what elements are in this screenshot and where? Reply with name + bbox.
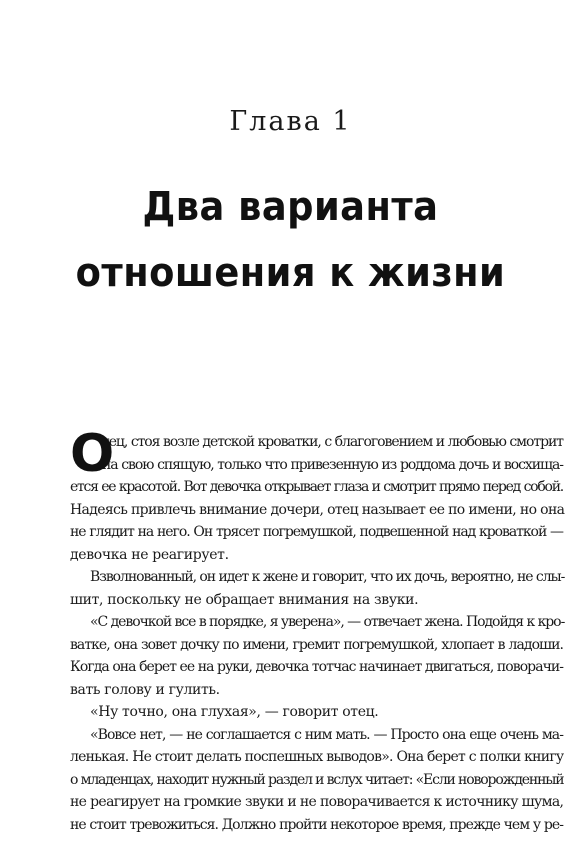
drop-cap: О xyxy=(70,424,115,484)
text-line: не глядит на него. Он трясет погремушкой, подвешенной над кроваткой — xyxy=(70,524,563,540)
text-line: шит, поскольку не обращает внимания на звуки. xyxy=(70,591,419,608)
text-line: ется ее красотой. Вот девочка открывает глаза и смотрит прямо перед собой. xyxy=(70,479,563,495)
text-line: Взволнованный, он идет к жене и говорит, что их дочь, вероятно, не слы- xyxy=(90,569,565,585)
text-line: девочка не реагирует. xyxy=(70,546,229,563)
chapter-number: Глава 1 xyxy=(229,106,352,137)
text-line: ватке, она зовет дочку по имени, гремит погремушкой, хлопает в ладоши. xyxy=(70,636,563,653)
text-line: не реагирует на громкие звуки и не поворачивается к источнику шума, xyxy=(70,794,564,810)
text-line: тец, стоя возле детской кроватки, с благоговением и любовью смотрит xyxy=(102,434,563,450)
chapter-title xyxy=(23,174,558,306)
text-line: Когда она берет ее на руки, девочка тотчас начинает двигаться, поворачи- xyxy=(70,659,564,675)
text-line: «Ну точно, она глухая», — говорит отец. xyxy=(90,704,379,720)
chapter-title-line-1: Два варианта xyxy=(142,184,439,230)
text-line: о младенцах, находит нужный раздел и вслух читает: «Если новорожденный xyxy=(70,771,564,788)
text-line: не стоит тревожиться. Должно пройти некоторое время, прежде чем у ре- xyxy=(70,816,563,833)
text-line: «С девочкой все в порядке, я уверена», — отвечает жена. Подойдя к кро- xyxy=(90,614,565,630)
text-line: на свою спящую, только что привезенную из роддома дочь и восхища- xyxy=(102,456,563,473)
chapter-body xyxy=(70,424,565,836)
text-line: Надеясь привлечь внимание дочери, отец называет ее по имени, но она xyxy=(70,501,565,518)
chapter-title-line-2: отношения к жизни xyxy=(75,250,506,296)
text-line: ленькая. Не стоит делать поспешных выводов». Она берет с полки книгу xyxy=(70,749,564,765)
text-line: вать голову и гулить. xyxy=(70,681,220,698)
text-line: «Вовсе нет, — не соглашается с ним мать. — Просто она еще очень ма- xyxy=(90,726,563,743)
opening-paragraph xyxy=(70,424,565,566)
